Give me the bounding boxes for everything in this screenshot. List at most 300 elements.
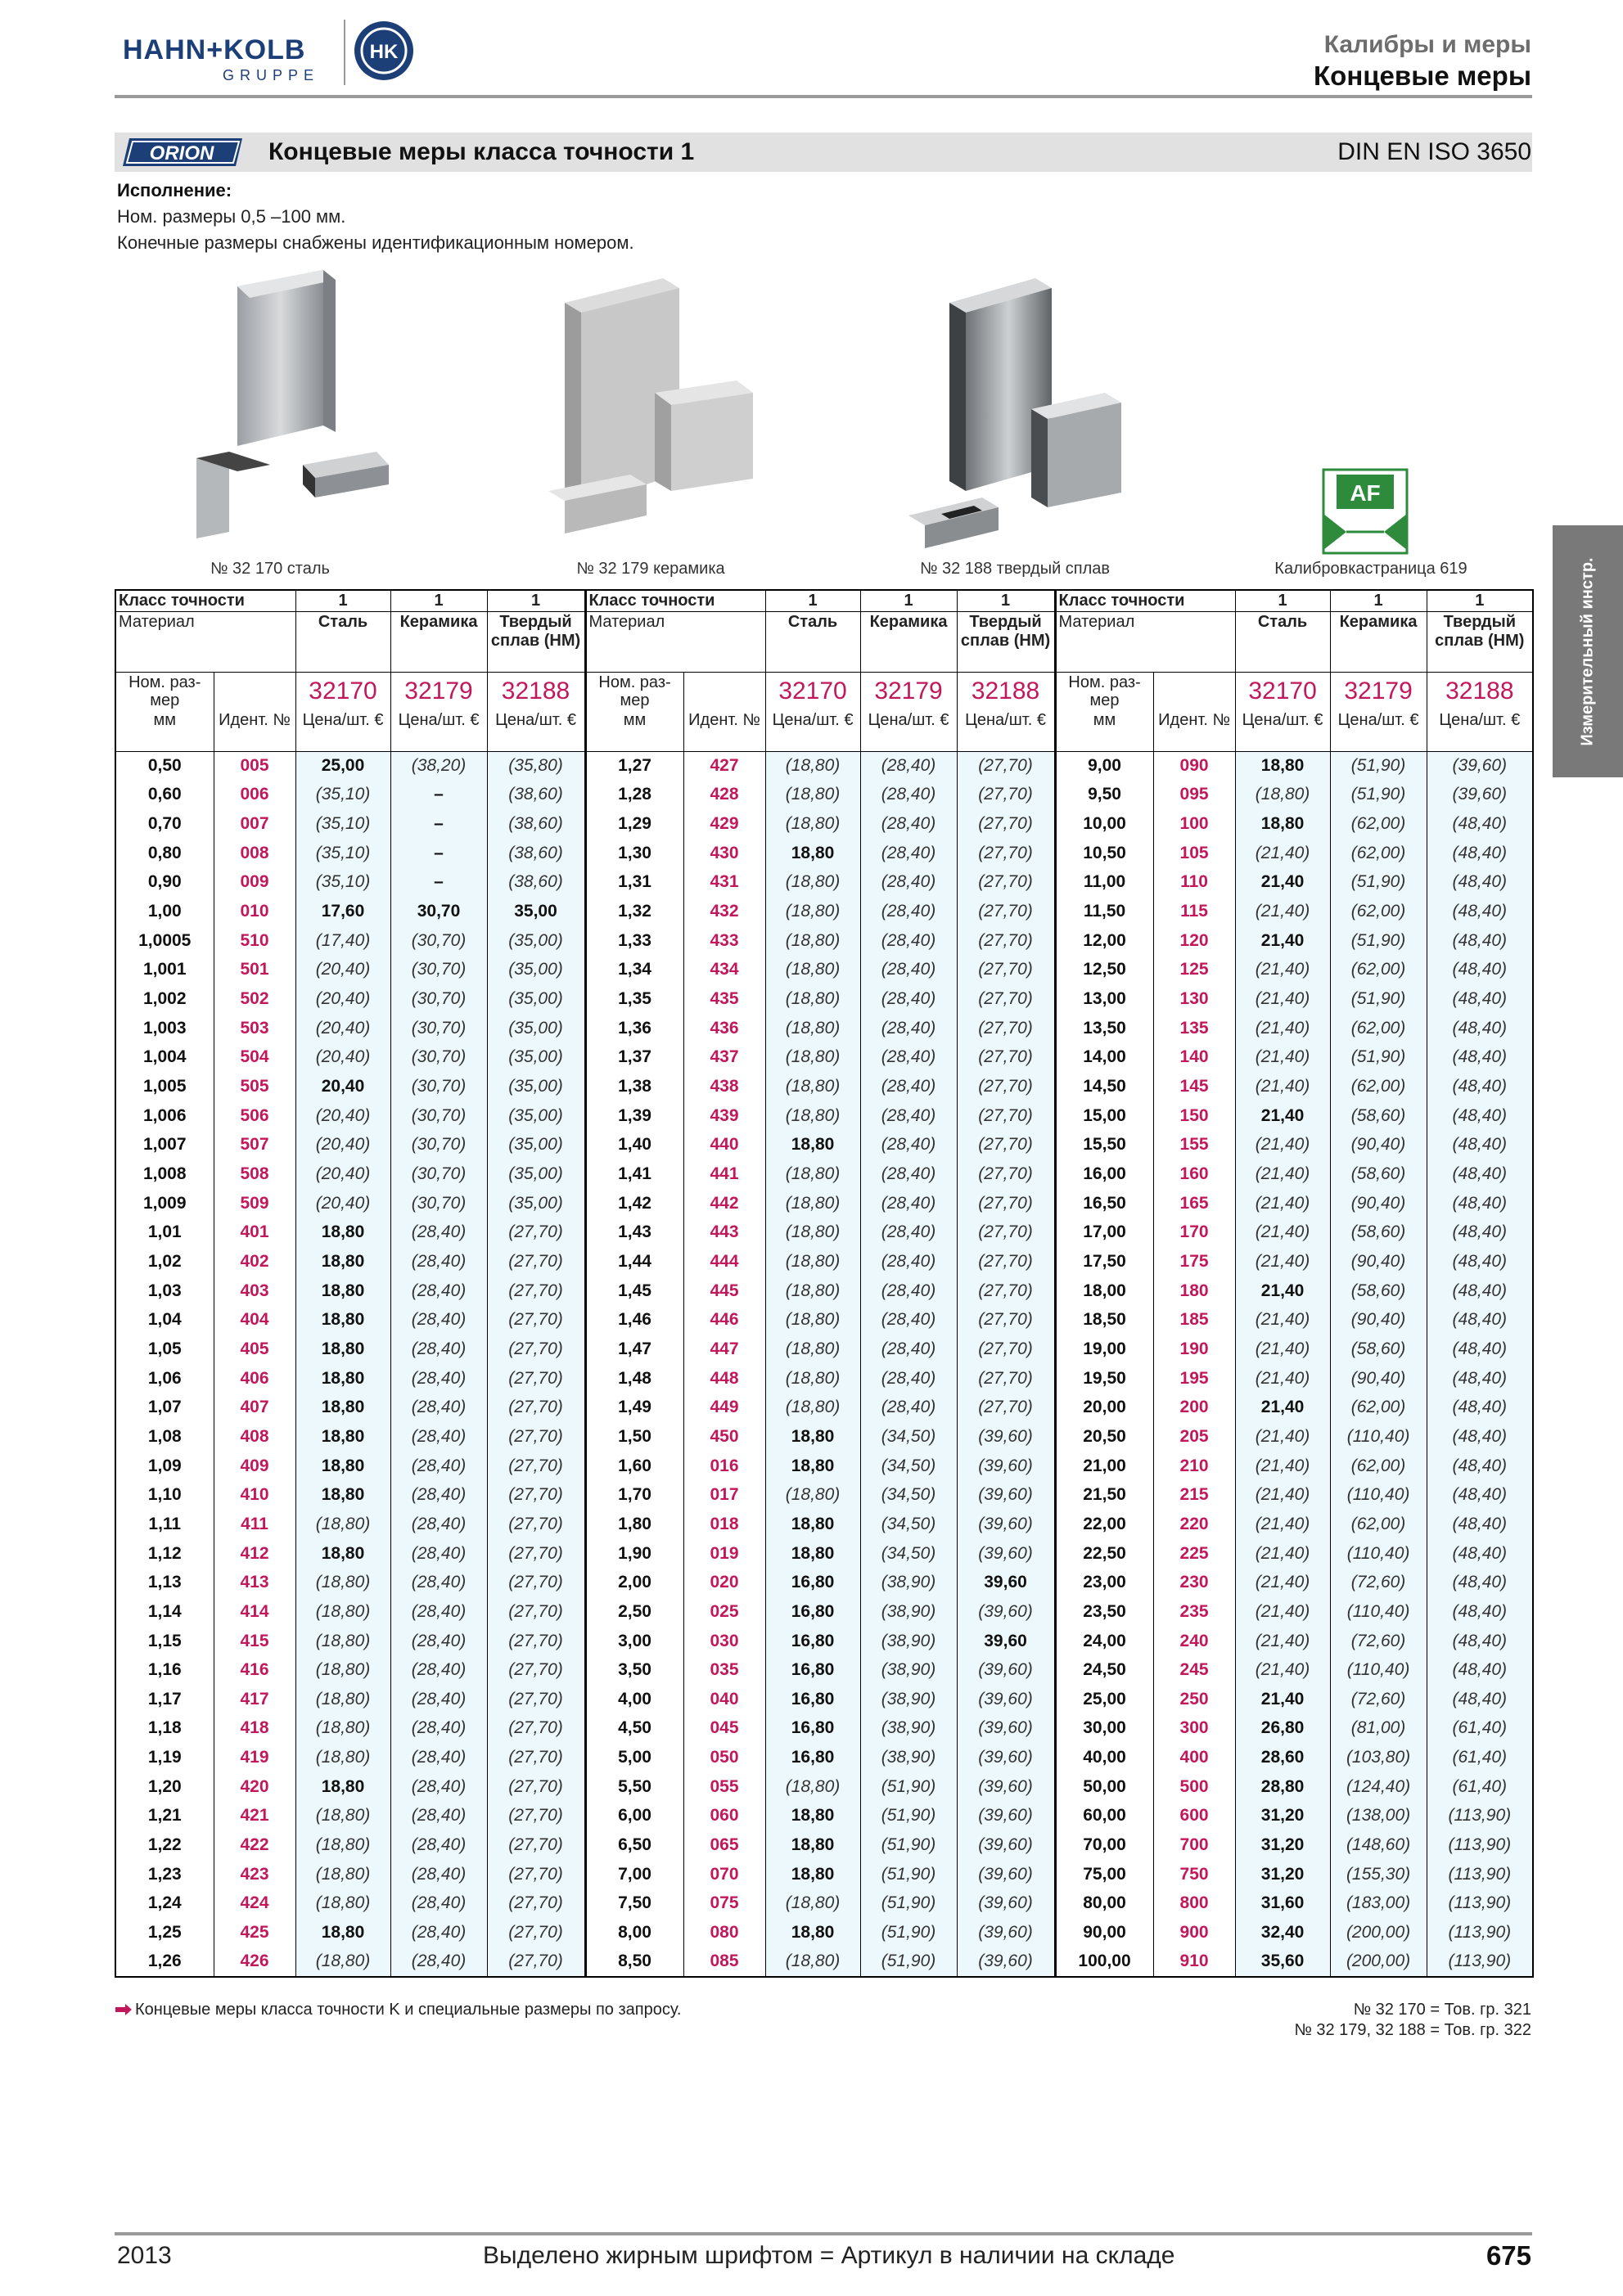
ident-number-cell: 090 [1153, 751, 1235, 781]
nominal-size-cell: 1,17 [115, 1685, 214, 1714]
ceramic-price-cell: (28,40) [860, 956, 957, 985]
ceramic-price-cell: (90,40) [1330, 1305, 1427, 1335]
ident-number-cell: 055 [683, 1772, 765, 1802]
nominal-size-cell: 0,60 [115, 781, 214, 810]
ceramic-price-cell: (28,40) [860, 751, 957, 781]
carbide-price-cell: (48,40) [1427, 1393, 1533, 1422]
nominal-size-cell: 24,00 [1055, 1627, 1153, 1656]
table-row [115, 781, 1533, 810]
carbide-price-cell: (48,40) [1427, 1247, 1533, 1276]
header-mm-label: мм [585, 710, 683, 751]
steel-price-cell: 18,80 [295, 1480, 390, 1510]
ident-number-cell: 425 [214, 1918, 295, 1947]
page-number: 675 [1485, 2240, 1531, 2271]
nominal-size-cell: 15,50 [1055, 1131, 1153, 1160]
nominal-size-cell: 70,00 [1055, 1830, 1153, 1860]
carbide-price-cell: (27,70) [487, 1218, 585, 1248]
nominal-size-cell: 1,32 [585, 897, 683, 926]
nominal-size-cell: 1,90 [585, 1539, 683, 1569]
ceramic-price-cell: (124,40) [1330, 1772, 1427, 1802]
ceramic-price-cell: (110,40) [1330, 1480, 1427, 1510]
ceramic-price-cell: (51,90) [1330, 984, 1427, 1014]
carbide-price-cell: (27,70) [957, 956, 1055, 985]
ident-number-cell: 505 [214, 1072, 295, 1101]
steel-price-cell: 16,80 [765, 1714, 860, 1744]
ident-number-cell: 085 [683, 1947, 765, 1977]
steel-price-cell: 18,80 [295, 1539, 390, 1569]
header-class-value: 1 [295, 590, 390, 612]
ident-number-cell: 006 [214, 781, 295, 810]
ceramic-price-cell: (28,40) [390, 1480, 487, 1510]
nominal-size-cell: 0,50 [115, 751, 214, 781]
carbide-price-cell: (48,40) [1427, 1480, 1533, 1510]
ceramic-price-cell: (30,70) [390, 956, 487, 985]
steel-price-cell: (18,80) [765, 956, 860, 985]
ident-number-cell: 070 [683, 1860, 765, 1889]
ident-number-cell: 009 [214, 868, 295, 898]
header-material-value: Керамика [860, 612, 957, 673]
nominal-size-cell: 1,12 [115, 1539, 214, 1569]
ident-number-cell: 185 [1153, 1305, 1235, 1335]
ceramic-price-cell: (28,40) [390, 1830, 487, 1860]
carbide-price-cell: (35,00) [487, 1189, 585, 1218]
table-row [115, 1131, 1533, 1160]
ident-number-cell: 442 [683, 1189, 765, 1218]
ceramic-price-cell: (72,60) [1330, 1627, 1427, 1656]
ceramic-price-cell: (110,40) [1330, 1539, 1427, 1569]
steel-price-cell: 18,80 [765, 1830, 860, 1860]
carbide-price-cell: (113,90) [1427, 1830, 1533, 1860]
header-price-label: Цена/шт. € [860, 710, 957, 751]
nominal-size-cell: 16,00 [1055, 1159, 1153, 1189]
steel-price-cell: (21,40) [1235, 1422, 1330, 1452]
nominal-size-cell: 1,01 [115, 1218, 214, 1248]
ident-number-cell: 230 [1153, 1568, 1235, 1597]
steel-price-cell: 32,40 [1235, 1918, 1330, 1947]
ident-number-cell: 438 [683, 1072, 765, 1101]
carbide-price-cell: (38,60) [487, 868, 585, 898]
ident-number-cell: 140 [1153, 1043, 1235, 1073]
ident-number-cell: 440 [683, 1131, 765, 1160]
steel-price-cell: 35,60 [1235, 1947, 1330, 1977]
carbide-price-cell: (27,70) [487, 1597, 585, 1627]
header-material-value: Керамика [1330, 612, 1427, 673]
carbide-price-cell: (39,60) [957, 1714, 1055, 1744]
ceramic-price-cell: (28,40) [860, 1159, 957, 1189]
ident-number-cell: 424 [214, 1889, 295, 1919]
nominal-size-cell: 10,00 [1055, 809, 1153, 839]
carbide-price-cell: (27,70) [487, 1918, 585, 1947]
section-standard: DIN EN ISO 3650 [1337, 138, 1531, 165]
nominal-size-cell: 75,00 [1055, 1860, 1153, 1889]
ceramic-price-cell: (62,00) [1330, 809, 1427, 839]
ident-number-cell: 401 [214, 1218, 295, 1248]
table-row [115, 956, 1533, 985]
steel-price-cell: 18,80 [765, 839, 860, 868]
execution-line-2: Конечные размеры снабжены идентификационным номером. [117, 232, 634, 253]
carbide-price-cell: (27,70) [487, 1830, 585, 1860]
carbide-price-cell: (39,60) [957, 1860, 1055, 1889]
table-row [115, 926, 1533, 956]
ident-number-cell: 007 [214, 809, 295, 839]
nominal-size-cell: 18,00 [1055, 1276, 1153, 1306]
nominal-size-cell: 1,34 [585, 956, 683, 985]
ident-number-cell: 414 [214, 1597, 295, 1627]
ident-number-cell: 030 [683, 1627, 765, 1656]
ceramic-price-cell: (34,50) [860, 1510, 957, 1539]
steel-price-cell: (18,80) [765, 1335, 860, 1364]
steel-price-cell: 18,80 [295, 1393, 390, 1422]
header-article-number: 32170 [295, 673, 390, 711]
carbide-price-cell: (35,00) [487, 1072, 585, 1101]
carbide-price-cell: 39,60 [957, 1568, 1055, 1597]
table-row [115, 1305, 1533, 1335]
steel-price-cell: (18,80) [765, 781, 860, 810]
steel-price-cell: 18,80 [765, 1510, 860, 1539]
ceramic-price-cell: (34,50) [860, 1452, 957, 1481]
nominal-size-cell: 2,50 [585, 1597, 683, 1627]
nominal-size-cell: 1,009 [115, 1189, 214, 1218]
header-article-number: 32188 [1427, 673, 1533, 711]
ident-number-cell: 407 [214, 1393, 295, 1422]
steel-price-cell: (18,80) [765, 751, 860, 781]
ceramic-price-cell: (51,90) [1330, 751, 1427, 781]
steel-price-cell: 21,40 [1235, 1101, 1330, 1131]
carbide-price-cell: (27,70) [487, 1276, 585, 1306]
ident-number-cell: 431 [683, 868, 765, 898]
ident-number-cell: 175 [1153, 1247, 1235, 1276]
ceramic-price-cell: (28,40) [390, 1947, 487, 1977]
ident-number-cell: 135 [1153, 1014, 1235, 1043]
carbide-price-cell: (27,70) [957, 1043, 1055, 1073]
ceramic-price-cell: (28,40) [860, 1218, 957, 1248]
ident-number-cell: 060 [683, 1802, 765, 1831]
ceramic-price-cell: (30,70) [390, 1101, 487, 1131]
header-material-label: Материал [1055, 612, 1235, 673]
ceramic-price-cell: (28,40) [860, 1014, 957, 1043]
reference-line-2: № 32 179, 32 188 = Тов. гр. 322 [1294, 2021, 1531, 2039]
steel-price-cell: (35,10) [295, 868, 390, 898]
nominal-size-cell: 1,44 [585, 1247, 683, 1276]
ceramic-price-cell: (38,90) [860, 1743, 957, 1772]
steel-price-cell: 18,80 [765, 1918, 860, 1947]
steel-price-cell: (20,40) [295, 1159, 390, 1189]
execution-line-1: Ном. размеры 0,5 –100 мм. [117, 206, 346, 227]
steel-price-cell: (18,80) [295, 1830, 390, 1860]
table-row [115, 1597, 1533, 1627]
header-blank [683, 673, 765, 711]
steel-price-cell: 26,80 [1235, 1714, 1330, 1744]
ident-number-cell: 105 [1153, 839, 1235, 868]
carbide-price-cell: (48,40) [1427, 1422, 1533, 1452]
steel-price-cell: (21,40) [1235, 839, 1330, 868]
nominal-size-cell: 13,50 [1055, 1014, 1153, 1043]
ceramic-price-cell: (62,00) [1330, 1072, 1427, 1101]
steel-price-cell: 21,40 [1235, 1685, 1330, 1714]
ident-number-cell: 225 [1153, 1539, 1235, 1569]
header-divider [115, 95, 1532, 98]
ceramic-price-cell: (58,60) [1330, 1218, 1427, 1248]
nominal-size-cell: 1,13 [115, 1568, 214, 1597]
steel-price-cell: 16,80 [765, 1597, 860, 1627]
carbide-price-cell: (39,60) [957, 1889, 1055, 1919]
table-row [115, 1510, 1533, 1539]
ident-number-cell: 422 [214, 1830, 295, 1860]
nominal-size-cell: 1,45 [585, 1276, 683, 1306]
ident-number-cell: 115 [1153, 897, 1235, 926]
steel-price-cell: (18,80) [765, 897, 860, 926]
ident-number-cell: 441 [683, 1159, 765, 1189]
header-ident-label: Идент. № [214, 710, 295, 751]
table-row [115, 1189, 1533, 1218]
nominal-size-cell: 1,39 [585, 1101, 683, 1131]
ident-number-cell: 800 [1153, 1889, 1235, 1919]
company-logo-text: HAHN+KOLB [123, 34, 306, 65]
nominal-size-cell: 1,00 [115, 897, 214, 926]
steel-price-cell: (18,80) [295, 1510, 390, 1539]
header-class-value: 1 [1235, 590, 1330, 612]
nominal-size-cell: 1,03 [115, 1276, 214, 1306]
reference-line-1: № 32 170 = Тов. гр. 321 [1353, 2001, 1531, 2019]
carbide-price-cell: (27,70) [487, 1247, 585, 1276]
carbide-price-cell: (27,70) [487, 1772, 585, 1802]
steel-price-cell: (21,40) [1235, 1655, 1330, 1685]
steel-price-cell: 28,60 [1235, 1743, 1330, 1772]
carbide-price-cell: (35,00) [487, 1101, 585, 1131]
steel-price-cell: 20,40 [295, 1072, 390, 1101]
nominal-size-cell: 1,05 [115, 1335, 214, 1364]
ceramic-price-cell: (51,90) [860, 1802, 957, 1831]
header-price-label: Цена/шт. € [1330, 710, 1427, 751]
nominal-size-cell: 18,50 [1055, 1305, 1153, 1335]
ident-number-cell: 180 [1153, 1276, 1235, 1306]
ident-number-cell: 010 [214, 897, 295, 926]
nominal-size-cell: 1,003 [115, 1014, 214, 1043]
ident-number-cell: 016 [683, 1452, 765, 1481]
steel-price-cell: (18,80) [765, 1364, 860, 1393]
carbide-price-cell: (27,70) [487, 1743, 585, 1772]
ceramic-price-cell: (90,40) [1330, 1364, 1427, 1393]
nominal-size-cell: 6,50 [585, 1830, 683, 1860]
nominal-size-cell: 1,18 [115, 1714, 214, 1744]
ident-number-cell: 410 [214, 1480, 295, 1510]
ident-number-cell: 235 [1153, 1597, 1235, 1627]
steel-price-cell: 18,80 [295, 1452, 390, 1481]
ident-number-cell: 437 [683, 1043, 765, 1073]
ceramic-price-cell: (51,90) [860, 1947, 957, 1977]
ceramic-price-cell: (28,40) [860, 1247, 957, 1276]
carbide-price-cell: (27,70) [487, 1655, 585, 1685]
image-caption-steel: № 32 170 сталь [210, 560, 330, 578]
carbide-price-cell: (48,40) [1427, 1305, 1533, 1335]
table-row [115, 1860, 1533, 1889]
note-arrow-icon [115, 2004, 132, 2015]
steel-price-cell: 18,80 [295, 1276, 390, 1306]
steel-price-cell: 31,20 [1235, 1860, 1330, 1889]
header-article-number: 32188 [957, 673, 1055, 711]
carbide-price-cell: (39,60) [957, 1452, 1055, 1481]
carbide-price-cell: (48,40) [1427, 984, 1533, 1014]
header-nominal-size-label: Ном. раз- мер [1055, 673, 1153, 711]
ceramic-price-cell: (28,40) [860, 1101, 957, 1131]
nominal-size-cell: 1,02 [115, 1247, 214, 1276]
ident-number-cell: 110 [1153, 868, 1235, 898]
ceramic-price-cell: (34,50) [860, 1422, 957, 1452]
carbide-price-cell: (39,60) [957, 1480, 1055, 1510]
ident-number-cell: 408 [214, 1422, 295, 1452]
ceramic-price-cell: (81,00) [1330, 1714, 1427, 1744]
carbide-price-cell: (35,00) [487, 926, 585, 956]
table-row [115, 1947, 1533, 1977]
table-row [115, 1830, 1533, 1860]
header-article-number: 32179 [860, 673, 957, 711]
ident-number-cell: 445 [683, 1276, 765, 1306]
ceramic-price-cell: (28,40) [390, 1918, 487, 1947]
ident-number-cell: 419 [214, 1743, 295, 1772]
ceramic-price-cell: (30,70) [390, 1043, 487, 1073]
ident-number-cell: 750 [1153, 1860, 1235, 1889]
carbide-price-cell: (27,70) [957, 1247, 1055, 1276]
nominal-size-cell: 1,16 [115, 1655, 214, 1685]
header-article-number: 32170 [1235, 673, 1330, 711]
ident-number-cell: 446 [683, 1305, 765, 1335]
page-category: Калибры и меры [1323, 31, 1531, 58]
image-caption-calibration: Калибровкастраница 619 [1274, 560, 1467, 578]
carbide-price-cell: (27,70) [487, 1568, 585, 1597]
header-price-label: Цена/шт. € [295, 710, 390, 751]
ceramic-price-cell: (28,40) [390, 1276, 487, 1306]
header-nominal-size-label: Ном. раз- мер [115, 673, 214, 711]
ceramic-price-cell: (30,70) [390, 1159, 487, 1189]
header-class-value: 1 [860, 590, 957, 612]
ident-number-cell: 130 [1153, 984, 1235, 1014]
nominal-size-cell: 0,90 [115, 868, 214, 898]
carbide-price-cell: 35,00 [487, 897, 585, 926]
ceramic-price-cell: (30,70) [390, 1014, 487, 1043]
ceramic-price-cell: (28,40) [390, 1714, 487, 1744]
ident-number-cell: 405 [214, 1335, 295, 1364]
steel-price-cell: 18,80 [765, 1422, 860, 1452]
nominal-size-cell: 1,23 [115, 1860, 214, 1889]
ceramic-price-cell: (90,40) [1330, 1247, 1427, 1276]
steel-price-cell: (20,40) [295, 1189, 390, 1218]
table-row [115, 1101, 1533, 1131]
nominal-size-cell: 1,38 [585, 1072, 683, 1101]
carbide-price-cell: (27,70) [487, 1422, 585, 1452]
nominal-size-cell: 1,33 [585, 926, 683, 956]
header-price-label: Цена/шт. € [487, 710, 585, 751]
carbide-price-cell: (48,40) [1427, 956, 1533, 985]
footnote-text: Концевые меры класса точности K и специальные размеры по запросу. [135, 2001, 682, 2019]
table-row [115, 751, 1533, 781]
logo-divider [344, 20, 345, 85]
nominal-size-cell: 1,43 [585, 1218, 683, 1248]
nominal-size-cell: 1,42 [585, 1189, 683, 1218]
header-article-number: 32170 [765, 673, 860, 711]
ident-number-cell: 415 [214, 1627, 295, 1656]
table-row [115, 1889, 1533, 1919]
ident-number-cell: 125 [1153, 956, 1235, 985]
steel-price-cell: (18,80) [765, 1218, 860, 1248]
ceramic-price-cell: (34,50) [860, 1539, 957, 1569]
carbide-price-cell: (27,70) [957, 1393, 1055, 1422]
carbide-price-cell: (38,60) [487, 809, 585, 839]
steel-price-cell: (21,40) [1235, 1510, 1330, 1539]
ident-number-cell: 250 [1153, 1685, 1235, 1714]
nominal-size-cell: 1,29 [585, 809, 683, 839]
nominal-size-cell: 1,006 [115, 1101, 214, 1131]
header-material-value: Твердый сплав (HM) [487, 612, 585, 673]
ident-number-cell: 240 [1153, 1627, 1235, 1656]
carbide-price-cell: (27,70) [487, 1802, 585, 1831]
ceramic-price-cell: (28,40) [390, 1772, 487, 1802]
carbide-price-cell: (39,60) [957, 1918, 1055, 1947]
ident-number-cell: 421 [214, 1802, 295, 1831]
carbide-price-cell: (39,60) [957, 1947, 1055, 1977]
nominal-size-cell: 1,11 [115, 1510, 214, 1539]
header-material-label: Материал [115, 612, 295, 673]
execution-heading: Исполнение: [117, 180, 232, 200]
nominal-size-cell: 1,0005 [115, 926, 214, 956]
ident-number-cell: 435 [683, 984, 765, 1014]
ident-number-cell: 190 [1153, 1335, 1235, 1364]
steel-price-cell: (21,40) [1235, 1159, 1330, 1189]
carbide-price-cell: (39,60) [957, 1743, 1055, 1772]
ceramic-price-cell: (28,40) [860, 1305, 957, 1335]
ident-number-cell: 403 [214, 1276, 295, 1306]
ceramic-price-cell: (28,40) [390, 1218, 487, 1248]
table-row [115, 897, 1533, 926]
carbide-price-cell: (61,40) [1427, 1743, 1533, 1772]
ceramic-price-cell: (28,40) [860, 1189, 957, 1218]
steel-price-cell: 18,80 [295, 1772, 390, 1802]
ceramic-price-cell: (38,90) [860, 1597, 957, 1627]
header-price-label: Цена/шт. € [390, 710, 487, 751]
steel-price-cell: (21,40) [1235, 1364, 1330, 1393]
ident-number-cell: 429 [683, 809, 765, 839]
steel-price-cell: 18,80 [295, 1305, 390, 1335]
ceramic-price-cell: (28,40) [390, 1539, 487, 1569]
carbide-price-cell: (113,90) [1427, 1947, 1533, 1977]
nominal-size-cell: 3,50 [585, 1655, 683, 1685]
carbide-price-cell: (39,60) [957, 1510, 1055, 1539]
ceramic-price-cell: (51,90) [860, 1889, 957, 1919]
ceramic-price-cell: (51,90) [860, 1918, 957, 1947]
nominal-size-cell: 4,00 [585, 1685, 683, 1714]
carbide-price-cell: (27,70) [957, 809, 1055, 839]
ident-number-cell: 428 [683, 781, 765, 810]
ident-number-cell: 035 [683, 1655, 765, 1685]
carbide-price-cell: (27,70) [957, 1159, 1055, 1189]
steel-price-cell: (35,10) [295, 781, 390, 810]
steel-price-cell: (18,80) [765, 1393, 860, 1422]
steel-price-cell: (18,80) [765, 1043, 860, 1073]
ceramic-price-cell: (200,00) [1330, 1918, 1427, 1947]
ceramic-price-cell: (38,90) [860, 1655, 957, 1685]
nominal-size-cell: 2,00 [585, 1568, 683, 1597]
ceramic-price-cell: (28,40) [860, 809, 957, 839]
carbide-price-cell: (48,40) [1427, 1655, 1533, 1685]
ident-number-cell: 507 [214, 1131, 295, 1160]
header-material-value: Керамика [390, 612, 487, 673]
carbide-price-cell: (48,40) [1427, 1189, 1533, 1218]
steel-price-cell: (18,80) [765, 1889, 860, 1919]
header-blank [1153, 673, 1235, 711]
nominal-size-cell: 16,50 [1055, 1189, 1153, 1218]
header-class-label: Класс точности [585, 590, 765, 612]
nominal-size-cell: 9,50 [1055, 781, 1153, 810]
carbide-price-cell: (27,70) [487, 1393, 585, 1422]
